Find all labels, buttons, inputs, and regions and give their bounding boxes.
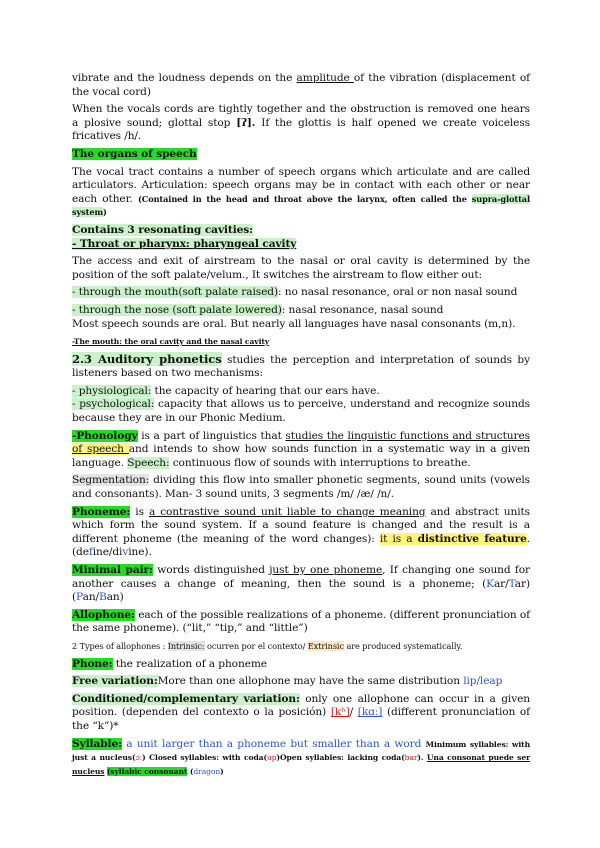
paragraph-oral-nasal: Most speech sounds are oral. But nearly all languages have nasal consonants (m,n). bbox=[72, 317, 516, 330]
paragraph-phoneme: Phoneme: is a contrastive sound unit liable to change meaning and abstract units which form the sound system. If a sound feature is changed and the result is a different phoneme (the meaning of the word changes): it is a distinctive feature. (define/divine). bbox=[72, 505, 531, 559]
term-speech: Speech: bbox=[127, 456, 170, 469]
paragraph-allophone: Allophone: each of the possible realizations of a phoneme. (different pronunciation of the same phoneme). (“lit,” “tip,” and “little”) bbox=[72, 608, 530, 635]
glottal-stop-symbol: [ʔ]. bbox=[236, 116, 256, 129]
term-phoneme: Phoneme: bbox=[72, 505, 131, 518]
paragraph-physiological: - physiological: the capacity of hearing that our ears have. bbox=[72, 384, 380, 397]
heading-resonating-cavities: Contains 3 resonating cavities: bbox=[72, 223, 253, 236]
term-conditioned-variation: Conditioned/complementary variation: bbox=[72, 692, 300, 705]
paragraph-phonology: -Phonology is a part of linguistics that studies the linguistic functions and structures of speech and intends to show how sounds function in a systematic way in a given language. Speech: continuous flow of sounds with interruptions to breathe. bbox=[72, 429, 530, 469]
term-allophone: Allophone: bbox=[72, 608, 135, 621]
paragraph-free-variation: Free variation:More than one allophone may have the same distribution lip/leap bbox=[72, 675, 503, 688]
paragraph-loudness: vibrate and the loudness depends on the amplitude of the vibration (displacement of the vocal cord) bbox=[72, 72, 530, 98]
paragraph-conditioned-variation: Conditioned/complementary variation: only one allophone can occur in a given position. (dependen del contexto o la posición) [kʰ]/ [kɑː] (different pronunciation of the “k”)* bbox=[72, 692, 530, 732]
term-phonology: -Phonology bbox=[72, 429, 138, 442]
term-segmentation: Segmentation: bbox=[72, 474, 150, 487]
term-free-variation: Free variation: bbox=[72, 675, 158, 688]
paragraph-glottal-stop: When the vocals cords are tightly together and the obstruction is removed one hears a plosive sound; glottal stop [ʔ]. If the glottis is half opened we create voiceless fricatives /h/. bbox=[72, 103, 530, 143]
term-supra-glottal: supra-glottal system bbox=[72, 193, 530, 218]
paragraph-nasal-sound: - through the nose (soft palate lowered): nasal resonance, nasal sound bbox=[72, 303, 444, 316]
paragraph-phone: Phone: the realization of a phoneme bbox=[72, 657, 267, 670]
paragraph-airstream: The access and exit of airstream to the nasal or oral cavity is determined by the position of the soft palate/velum., It switches the airstream to flow either out: bbox=[72, 255, 530, 281]
term-distinctive-feature: distinctive feature bbox=[417, 532, 527, 545]
paragraph-allophone-types: 2 Types of allophones : Intrinsic: ocurren por el contexto/ Extrinsic are produced systematically. bbox=[72, 640, 463, 651]
paragraph-auditory-phonetics: 2.3 Auditory phonetics studies the perception and interpretation of sounds by listeners based on two mechanisms: bbox=[72, 351, 530, 380]
paragraph-segmentation: Segmentation: dividing this flow into smaller phonetic segments, sound units (vowels and consonants). Man- 3 sound units, 3 segments /m/ /æ/ /n/. bbox=[72, 474, 530, 501]
heading-pharyngeal-cavity: - Throat or pharynx: pharyngeal cavity bbox=[72, 237, 297, 250]
term-amplitude: amplitude bbox=[296, 72, 354, 84]
paragraph-oral-sound: - through the mouth(soft palate raised): no nasal resonance, oral or non nasal sound bbox=[72, 286, 518, 299]
paragraph-minimal-pair: Minimal pair: words distinguished just by one phoneme, If changing one sound for another causes a change of meaning, then the sound is a phoneme; (Kar/Tar) (Pan/Ban) bbox=[72, 564, 530, 604]
paragraph-syllable: Syllable: a unit larger than a phoneme but smaller than a word Minimum syllables: with just a nucleus(ɔː) Closed syllables: with coda(up)Open syllables: lacking coda(bar). Una consonat puede ser nucleus (syllabic consonant (dragon) bbox=[72, 737, 530, 776]
heading-mouth-cavity: -The mouth: the oral cavity and the nasal cavity bbox=[72, 337, 270, 347]
term-minimal-pair: Minimal pair: bbox=[72, 564, 153, 576]
paragraph-vocal-tract: The vocal tract contains a number of speech organs which articulate and are called articulators. Articulation: speech organs may be in contact with each other or near each other. (Contained in the head and throat above the larynx, often called the supra-glottal system) bbox=[72, 165, 530, 218]
term-syllable: Syllable: bbox=[72, 737, 122, 750]
heading-organs-of-speech: The organs of speech bbox=[72, 147, 197, 160]
term-phone: Phone: bbox=[72, 657, 113, 670]
paragraph-psychological: - psychological: capacity that allows us to perceive, understand and recognize sounds because they are in our Phonic Medium. bbox=[72, 398, 530, 425]
